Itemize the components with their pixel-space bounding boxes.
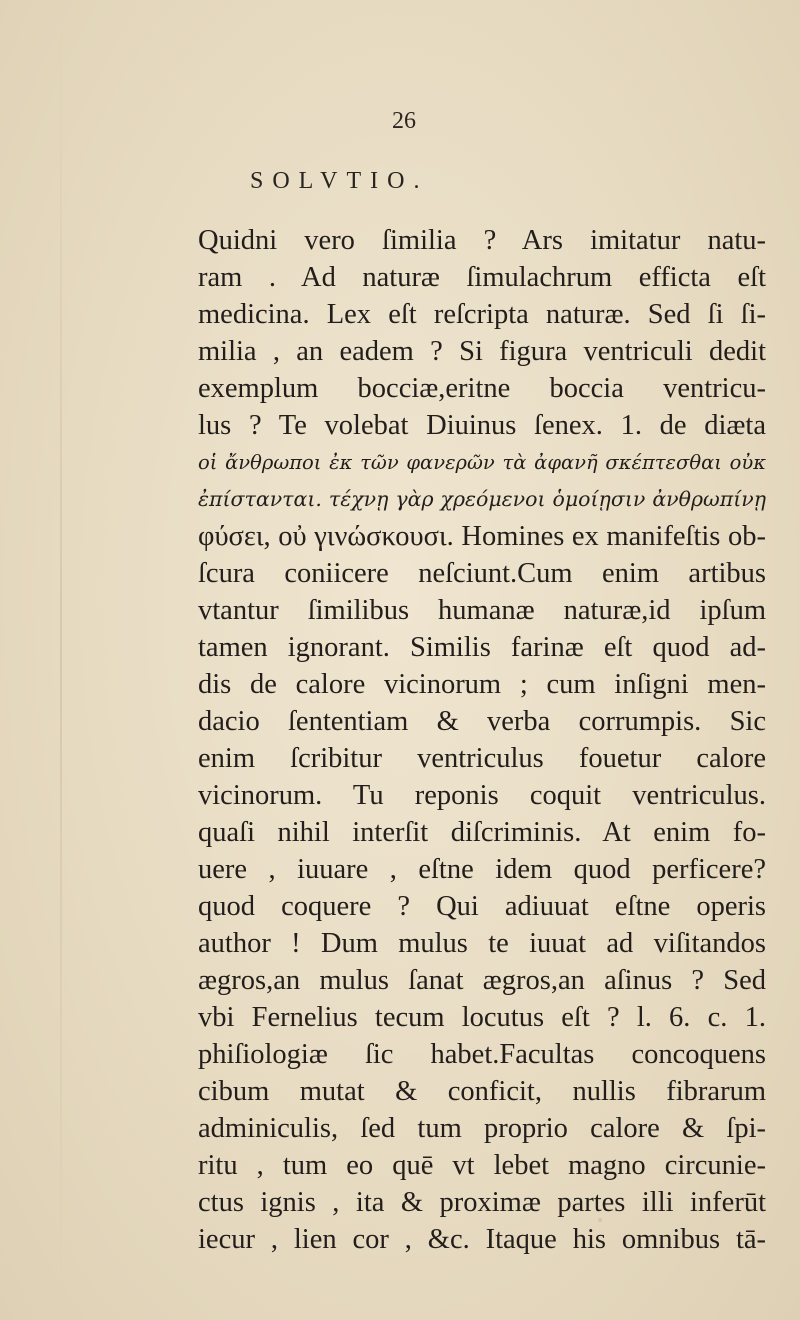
text-line: cibum mutat & conficit, nullis fibrarum <box>198 1076 766 1107</box>
page-number: 26 <box>392 108 416 134</box>
text-line: ritu , tum eo quē vt lebet magno circunie- <box>198 1150 766 1181</box>
text-line: adminiculis, ſed tum proprio calore & ſpi- <box>198 1113 766 1144</box>
body-text <box>198 222 766 1258</box>
text-line: exemplum bocciæ,eritne boccia ventricu- <box>198 373 766 404</box>
text-line: φύσει, οὐ γινώσκουσι. Homines ex manifeſtis ob- <box>198 521 766 552</box>
text-line: ſcura coniicere neſciunt.Cum enim artibus <box>198 558 766 589</box>
text-line: dacio ſententiam & verba corrumpis. Sic <box>198 706 766 737</box>
text-line: Quidni vero ſimilia ? Ars imitatur natu- <box>198 225 766 256</box>
text-line: dis de calore vicinorum ; cum inſigni men- <box>198 669 766 700</box>
greek-quote-line: οἱ ἄνθρωποι ἐκ τῶν φανερῶν τὰ ἀφανῆ σκέπτεσθαι οὐκ <box>198 451 766 474</box>
greek-quote-line: ἐπίστανται. τέχνῃ γὰρ χρεόμενοι ὁμοίῃσιν ἀνθρωπίνῃ <box>198 487 766 511</box>
text-line: author ! Dum mulus te iuuat ad viſitandos <box>198 928 766 959</box>
text-line: phiſiologiæ ſic habet.Facultas concoquens <box>198 1039 766 1070</box>
text-line: quaſi nihil interſit diſcriminis. At enim fo- <box>198 817 766 848</box>
text-line: lus ? Te volebat Diuinus ſenex. 1. de diæta <box>198 410 766 441</box>
text-line: ctus ignis , ita & proximæ partes illi inferūt <box>198 1187 766 1218</box>
text-line: vicinorum. Tu reponis coquit ventriculus. <box>198 780 766 811</box>
text-line: quod coquere ? Qui adiuuat eſtne operis <box>198 891 766 922</box>
page-fold-line <box>60 0 62 1320</box>
text-line: milia , an eadem ? Si figura ventriculi dedit <box>198 336 766 367</box>
text-line: iecur , lien cor , &c. Itaque his omnibus tā- <box>198 1224 766 1255</box>
text-line: vtantur ſimilibus humanæ naturæ,id ipſum <box>198 595 766 626</box>
text-line: vbi Fernelius tecum locutus eſt ? l. 6. c. 1. <box>198 1002 766 1033</box>
text-line: ægros,an mulus ſanat ægros,an aſinus ? Sed <box>198 965 766 996</box>
text-line: tamen ignorant. Similis farinæ eſt quod ad- <box>198 632 766 663</box>
section-heading: SOLVTIO. <box>250 168 429 194</box>
text-line: medicina. Lex eſt reſcripta naturæ. Sed ſi ſi- <box>198 299 766 330</box>
text-line: uere , iuuare , eſtne idem quod perficere? <box>198 854 766 885</box>
text-line: ram . Ad naturæ ſimulachrum efficta eſt <box>198 262 766 293</box>
text-line: enim ſcribitur ventriculus fouetur calore <box>198 743 766 774</box>
